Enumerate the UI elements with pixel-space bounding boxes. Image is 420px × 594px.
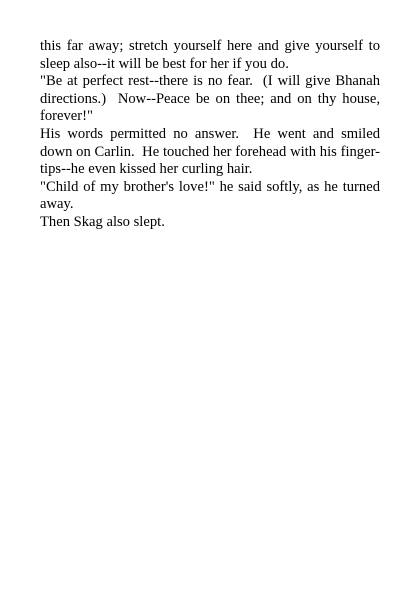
paragraph: His words permitted no answer. He went and smiled down on Carlin. He touched her forehead with his finger-tips--he even kissed her curling hair. — [40, 125, 384, 178]
paragraph: "Child of my brother's love!" he said softly, as he turned away. — [40, 178, 384, 213]
paragraph: this far away; stretch yourself here and give yourself to sleep also--it will be best for her if you do. — [40, 38, 384, 72]
paragraph: "Be at perfect rest--there is no fear. (I will give Bhanah directions.) Now--Peace be on thee; and on thy house, forever!" — [40, 73, 384, 125]
paragraph: Then Skag also slept. — [40, 213, 165, 230]
document-page — [40, 38, 384, 232]
